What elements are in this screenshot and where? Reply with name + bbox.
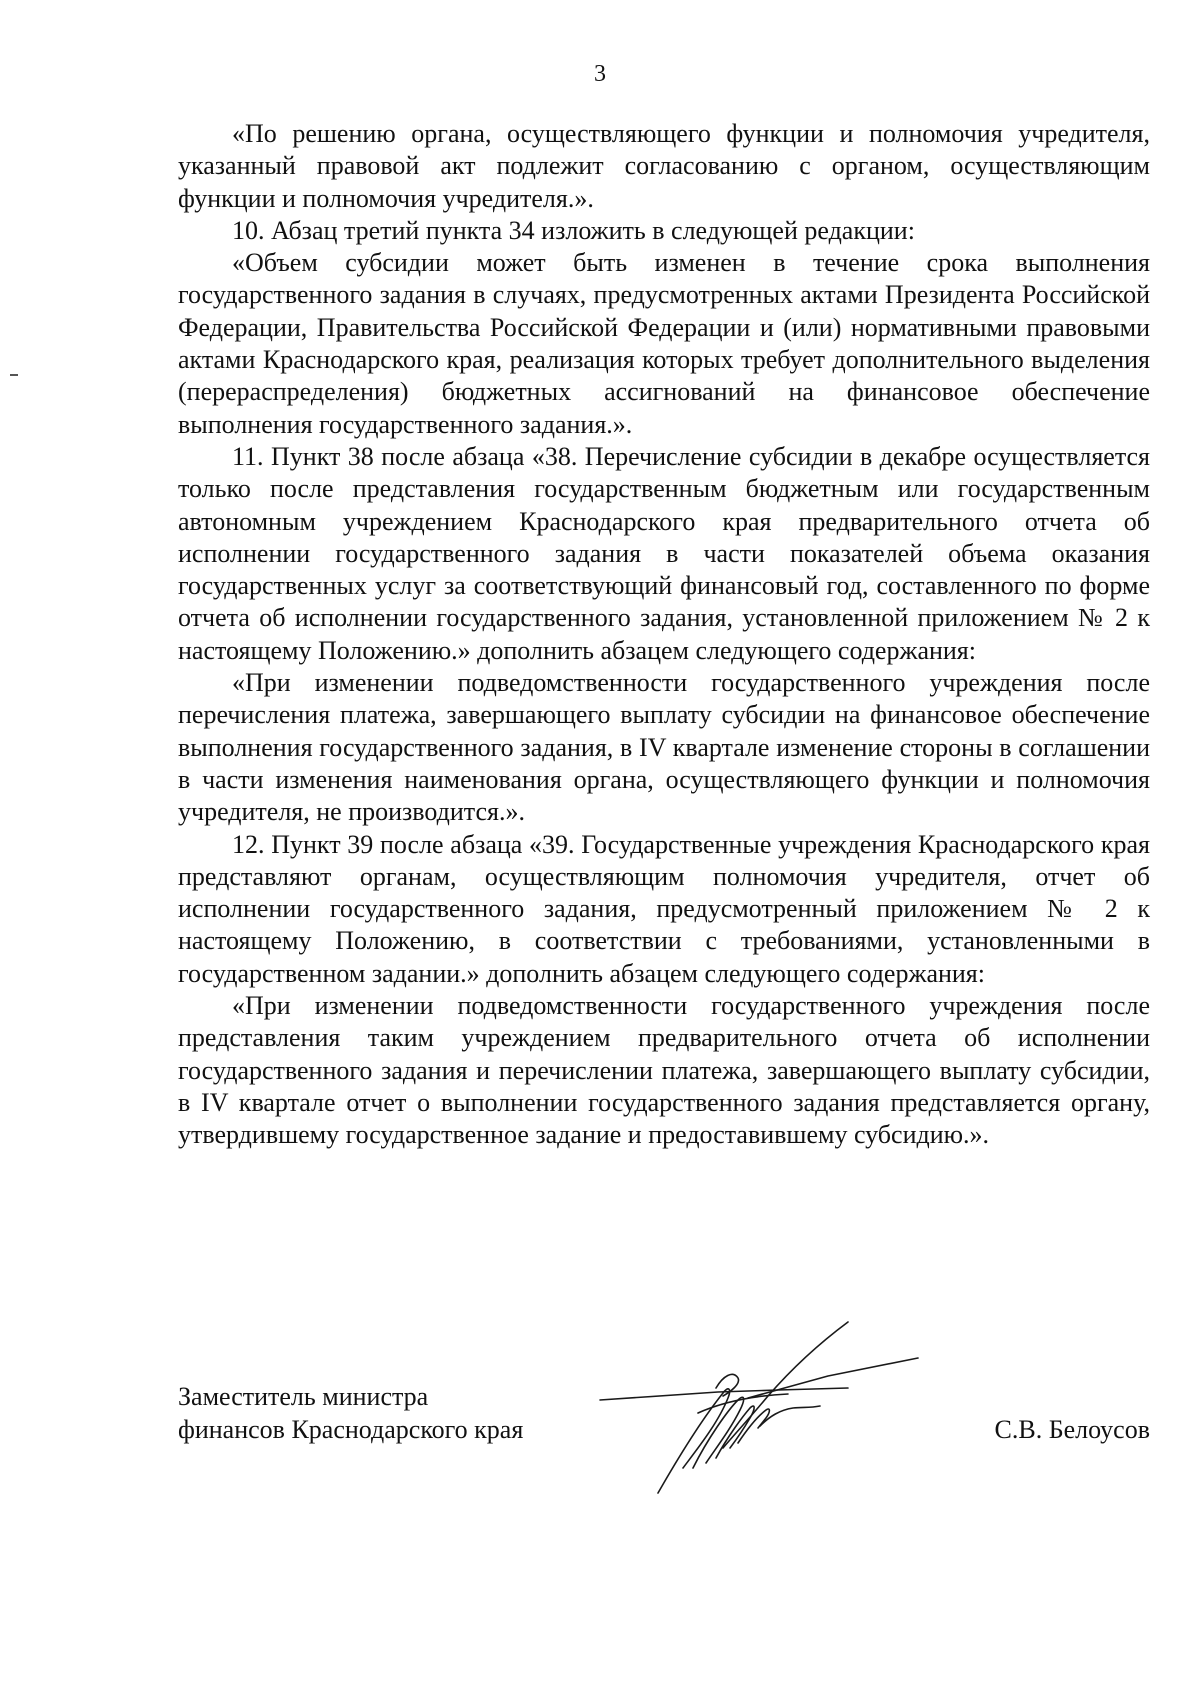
page-number: 3 — [594, 61, 606, 87]
paragraph-item-12: 12. Пункт 39 после абзаца «39. Государственные учреждения Краснодарского края представляют органам, осуществляющим полномочия учредителя, отчет об исполнении государственного задания, предусмотренный приложением № 2 к настоящему Положению, в соответствии с требованиями, установленными в государственном задании.» дополнить абзацем следующего содержания: — [178, 829, 1150, 988]
paragraph-item-11: 11. Пункт 38 после абзаца «38. Перечисление субсидии в декабре осуществляется только после представления государственным бюджетным или государственным автономным учреждением Краснодарского края предварительного отчета об исполнении государственного задания в части показателей объема оказания государственных услуг за соответствующий финансовый год, составленного по форме отчета об исполнении государственного задания, установленной приложением № 2 к настоящему Положению.» дополнить абзацем следующего содержания: — [178, 441, 1150, 665]
handwritten-signature — [598, 1318, 928, 1508]
paragraph-quote-subordination-change: «При изменении подведомственности государственного учреждения после перечисления платежа, завершающего выплату субсидии на финансовое обеспечение выполнения государственного задания, в IV квартале изменение стороны в соглашении в части изменения наименования органа, осуществляющего функции и полномочия учредителя, не производится.». — [178, 668, 1150, 827]
signatory-title — [178, 1380, 523, 1446]
paragraph-item-10: 10. Абзац третий пункта 34 изложить в следующей редакции: — [232, 215, 915, 245]
paragraph-quote-report-submission: «При изменении подведомственности государственного учреждения после представления таким учреждением предварительного отчета об исполнении государственного задания и перечислении платежа, завершающего выплату субсидии, в IV квартале отчет о выполнении государственного задания представляется органу, утвердившему государственное задание и предоставившему субсидию.». — [178, 991, 1150, 1150]
paragraph-quote-approval: «По решению органа, осуществляющего функции и полномочия учредителя, указанный правовой акт подлежит согласованию с органом, осуществляющим функции и полномочия учредителя.». — [178, 119, 1150, 213]
signature-block — [178, 1380, 1150, 1580]
scan-margin-mark — [10, 374, 18, 376]
signatory-title-line-1: Заместитель министра — [178, 1382, 429, 1411]
signatory-title-line-2: финансов Краснодарского края — [178, 1415, 524, 1444]
paragraph-quote-subsidy-volume: «Объем субсидии может быть изменен в течение срока выполнения государственного задания в случаях, предусмотренных актами Президента Российской Федерации, Правительства Российской Федерации и (или) нормативными правовыми актами Краснодарского края, реализация которых требует дополнительного выделения (перераспределения) бюджетных ассигнований на финансовое обеспечение выполнения государственного задания.». — [178, 248, 1150, 439]
document-body — [178, 118, 1150, 1152]
signatory-name: С.В. Белоусов — [994, 1415, 1150, 1444]
